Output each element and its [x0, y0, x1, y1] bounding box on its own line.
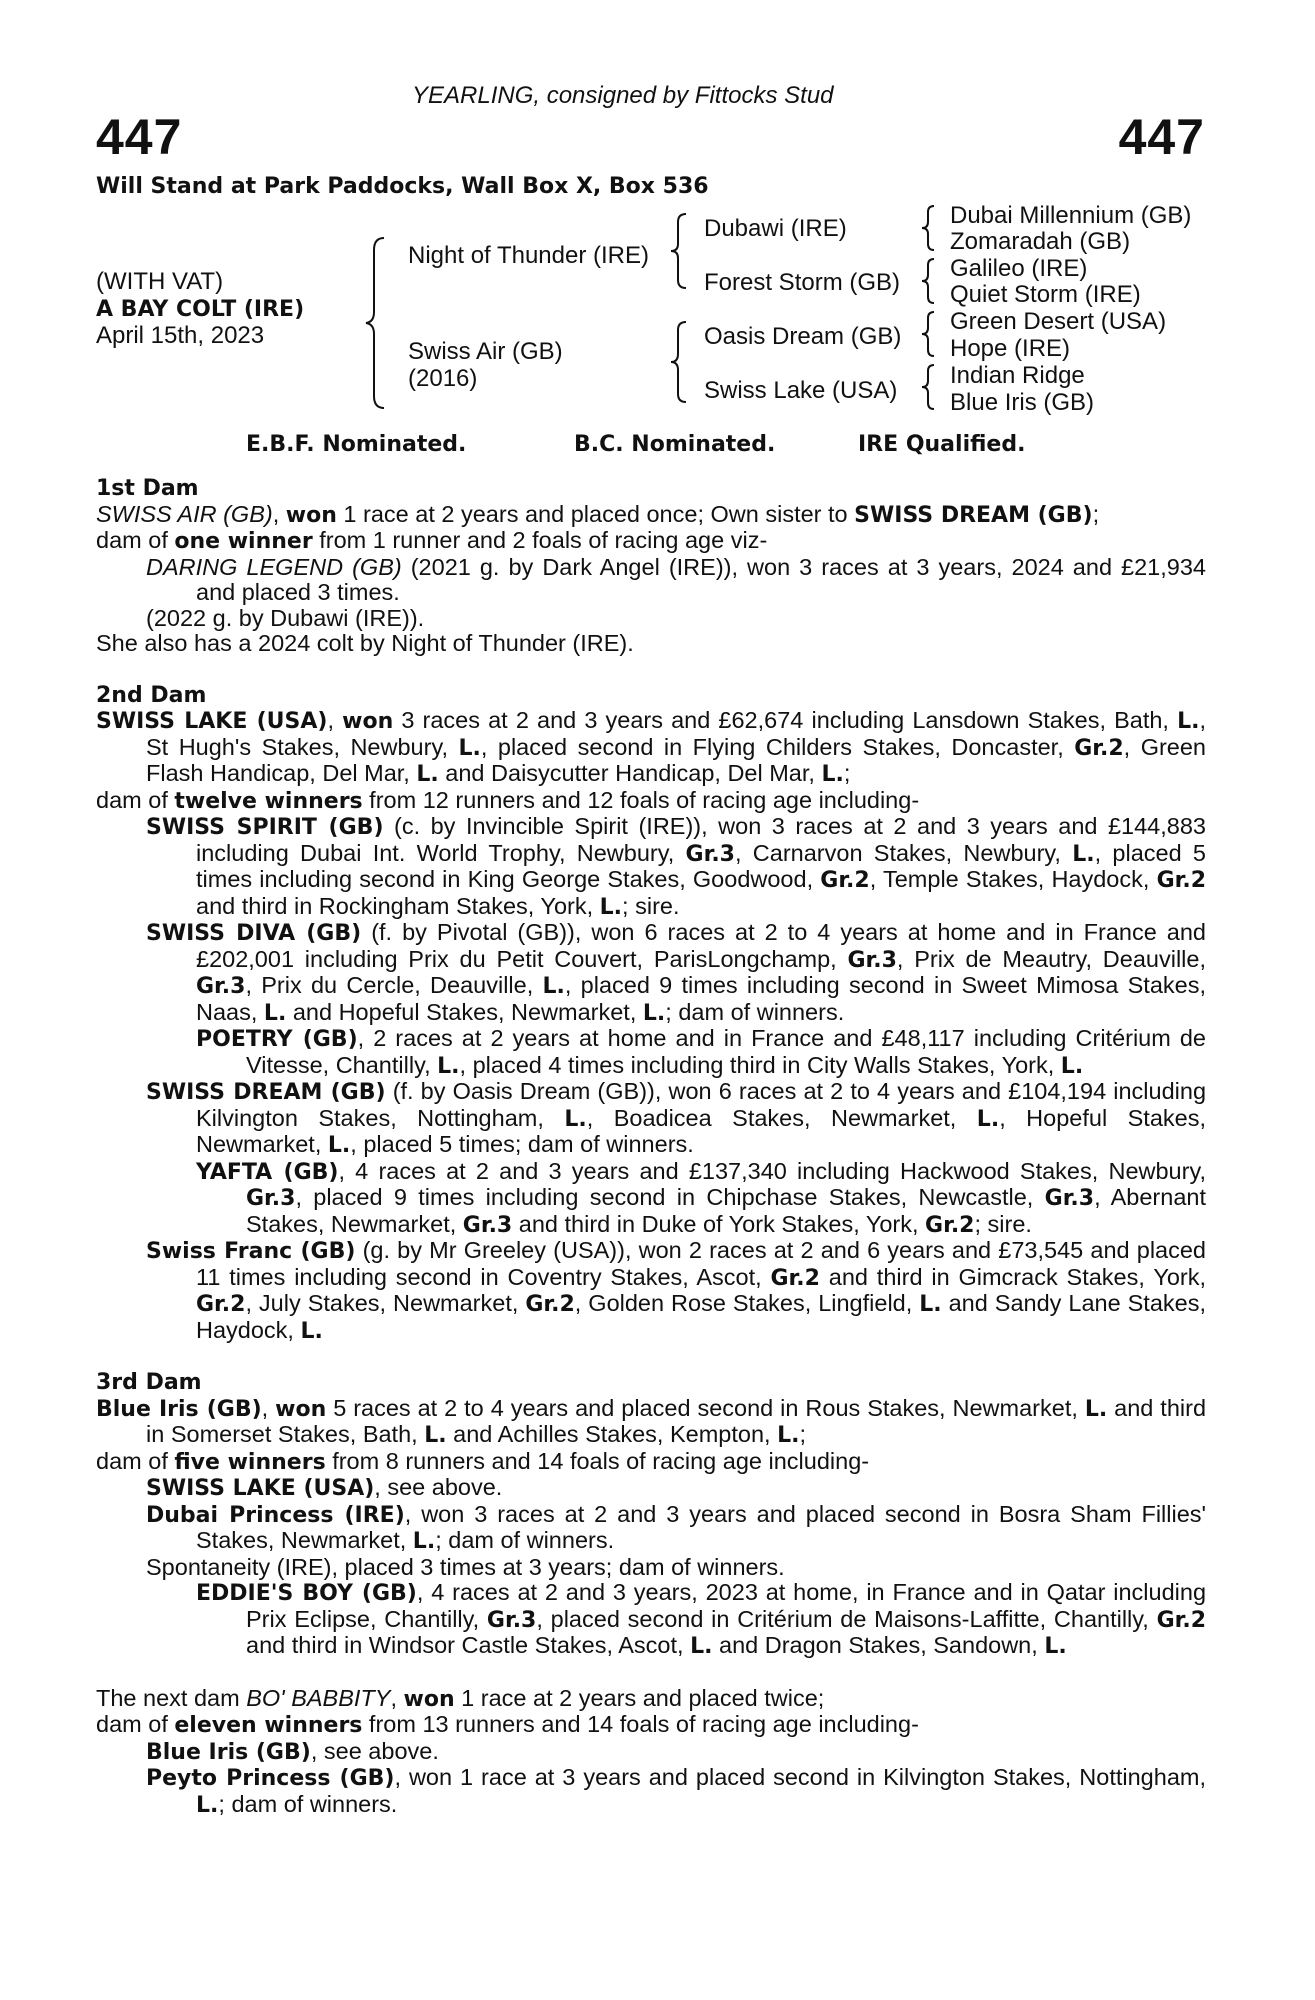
stand-line: Will Stand at Park Paddocks, Wall Box X, Box 536 — [96, 174, 709, 199]
horse-name: A BAY COLT (IRE) — [96, 297, 305, 322]
first-dam-text2: ; — [1092, 500, 1100, 527]
listed-mark: L. — [424, 1423, 447, 1448]
dam-of-label: dam of — [96, 1447, 175, 1474]
race-text: , Boadicea Stakes, Newmarket, — [586, 1104, 977, 1131]
race-text: , Temple Stakes, Haydock, — [869, 866, 1157, 892]
produce-name: SWISS LAKE (USA) — [146, 1476, 375, 1501]
produce-name: Dubai Princess (IRE) — [146, 1502, 405, 1528]
first-dam-name: SWISS AIR (GB) — [96, 500, 273, 527]
race-text: 5 races at 2 to 4 years and placed second in Rous Stakes, Newmarket, — [326, 1394, 1085, 1421]
produce-text: from 1 runner and 2 foals of racing age viz- — [312, 527, 768, 553]
produce-swiss-franc — [96, 1238, 1206, 1344]
third-dam-produce — [96, 1449, 1206, 1476]
pedigree-sire-brace — [666, 212, 692, 290]
grade-mark: Gr.2 — [196, 1292, 246, 1317]
bc-nomination: B.C. Nominated. — [574, 432, 776, 457]
first-dam-paragraph: SWISS AIR (GB), won 1 race at 2 years and placed once; Own sister to SWISS DREAM (GB); — [96, 500, 1100, 528]
first-dam-title: 1st Dam — [96, 476, 199, 501]
race-text: , placed 5 times; dam of winners. — [350, 1131, 694, 1157]
pedigree-dam-sire: Oasis Dream (GB) — [704, 323, 902, 350]
race-text: , St Hugh's Stakes, Newbury, — [146, 707, 1207, 760]
listed-mark: L. — [821, 762, 844, 787]
race-text: (g. by Mr Greeley (USA)), won 2 races at 2 and 6 years and £73,545 and placed 11 times including second in Coventry Stakes, Ascot, — [196, 1237, 1206, 1290]
race-text: , Prix du Cercle, Deauville, — [245, 972, 543, 998]
produce-name: SWISS DIVA (GB) — [146, 921, 362, 946]
produce-yafta — [96, 1159, 1206, 1239]
produce-name: SWISS DREAM (GB) — [146, 1080, 386, 1105]
second-dam-produce — [96, 788, 1206, 815]
race-text: ; sire. — [622, 892, 680, 919]
race-text: 3 races at 2 and 3 years and £62,674 including Lansdown Stakes, Bath, — [393, 707, 1178, 733]
race-text: , see above. — [374, 1474, 503, 1500]
foal-name: DARING LEGEND (GB) — [146, 553, 402, 580]
winners-count: five winners — [174, 1449, 326, 1475]
listed-mark: L. — [1044, 1634, 1067, 1659]
ire-qualified: IRE Qualified. — [858, 432, 1026, 457]
race-text: , Hopeful Stakes, Newmarket, — [196, 1104, 1206, 1157]
race-text: and third in Rockingham Stakes, York, — [196, 892, 600, 919]
race-text: (f. by Oasis Dream (GB)), won 6 races at 2 to 4 years and £104,194 including Kilvington Stakes, Nottingham, — [196, 1078, 1207, 1131]
pedigree-dds: Indian Ridge — [950, 362, 1085, 389]
grade-mark: Gr.3 — [1044, 1186, 1095, 1211]
produce-name: Blue Iris (GB) — [146, 1739, 311, 1765]
race-text: (f. by Pivotal (GB)), won 6 races at 2 to 4 years at home and in France and £202,001 including Prix du Petit Couvert, ParisLongchamp, — [196, 919, 1206, 972]
listed-mark: L. — [1072, 841, 1095, 867]
pedigree-dam-dam: Swiss Lake (USA) — [704, 377, 898, 404]
produce-swiss-dream — [96, 1079, 1206, 1159]
pedigree-brace-4 — [918, 363, 940, 411]
listed-mark: L. — [564, 1106, 587, 1132]
dam-of-label: dam of — [96, 527, 175, 553]
pedigree-dsd: Hope (IRE) — [950, 335, 1071, 362]
lot-number-right: 447 — [1118, 109, 1205, 165]
grade-mark: Gr.2 — [925, 1212, 975, 1238]
produce-name: EDDIE'S BOY (GB) — [196, 1581, 417, 1606]
race-text: , 4 races at 2 and 3 years and £137,340 including Hackwood Stakes, Newbury, — [338, 1157, 1206, 1184]
produce-swiss-diva — [96, 920, 1206, 1026]
listed-mark: L. — [327, 1133, 351, 1158]
grade-mark: Gr.2 — [820, 868, 870, 893]
produce-text: from 8 runners and 14 foals of racing age including- — [325, 1447, 870, 1474]
next-dam-produce — [96, 1712, 1206, 1739]
lot-number-left: 447 — [96, 109, 183, 165]
foal-2022: (2022 g. by Dubawi (IRE)). — [146, 604, 425, 631]
pedigree-sire-dam: Forest Storm (GB) — [704, 269, 901, 296]
produce-name: YAFTA (GB) — [196, 1159, 339, 1185]
produce-name: Peyto Princess (GB) — [146, 1766, 395, 1791]
race-text: and Hopeful Stakes, Newmarket, — [286, 998, 643, 1025]
won-label: won — [275, 1396, 327, 1422]
produce-dubai-princess — [96, 1502, 1206, 1555]
grade-mark: Gr.3 — [196, 974, 246, 999]
pedigree-sds: Galileo (IRE) — [950, 255, 1088, 282]
listed-mark: L. — [1084, 1396, 1108, 1422]
first-dam-also: She also has a 2024 colt by Night of Thunder (IRE). — [96, 630, 634, 656]
race-text: and third in Gimcrack Stakes, York, — [819, 1263, 1207, 1290]
produce-spontaneity: Spontaneity (IRE), placed 3 times at 3 years; dam of winners. — [146, 1553, 785, 1580]
race-text: , placed 9 times including second in Sweet Mimosa Stakes, Naas, — [196, 972, 1206, 1025]
third-dam-title: 3rd Dam — [96, 1370, 202, 1395]
pedigree-dam-line2: (2016) — [408, 365, 478, 392]
listed-mark: L. — [690, 1634, 713, 1659]
produce-blue-iris — [96, 1739, 1206, 1766]
winners-count: one winner — [174, 529, 313, 554]
race-text: and Sandy Lane Stakes, Haydock, — [196, 1290, 1206, 1343]
race-text: and Achilles Stakes, Kempton, — [446, 1421, 778, 1447]
listed-mark: L. — [458, 735, 481, 761]
listed-mark: L. — [300, 1318, 323, 1344]
second-dam-paragraph: SWISS LAKE (USA), won 3 races at 2 and 3 years and £62,674 including Lansdown Stakes, Bath, L., St Hugh's Stakes, Newbury, L., placed second in Flying Childers Stakes, Doncaster, Gr.2, Green Flash Handicap, Del Mar, L. and Daisycutter Handicap, Del Mar, L.; — [96, 707, 1207, 787]
grade-mark: Gr.2 — [770, 1265, 820, 1291]
third-dam-paragraph: Blue Iris (GB), won 5 races at 2 to 4 years and placed second in Rous Stakes, Newmarket, L. and third in Somerset Stakes, Bath, L. and Achilles Stakes, Kempton, L.; — [96, 1394, 1207, 1448]
pedigree-brace-1 — [918, 204, 940, 252]
race-text: , 4 races at 2 and 3 years, 2023 at home, in France and in Qatar including Prix Eclipse, Chantilly, — [246, 1579, 1207, 1632]
race-text: , placed 5 times including second in King George Stakes, Goodwood, — [196, 839, 1207, 892]
produce-poetry — [96, 1026, 1206, 1079]
race-text: , won 3 races at 2 and 3 years and placed second in Bosra Sham Fillies' Stakes, Newmarket, — [196, 1500, 1207, 1553]
produce-name: Swiss Franc (GB) — [146, 1239, 356, 1264]
race-text: , Golden Rose Stakes, Lingfield, — [574, 1290, 920, 1316]
race-text: , placed 9 times including second in Chipchase Stakes, Newcastle, — [295, 1184, 1045, 1210]
produce-swiss-spirit — [96, 814, 1206, 920]
produce-name: SWISS SPIRIT (GB) — [146, 815, 384, 840]
listed-mark: L. — [263, 1000, 287, 1026]
pedigree-ssd: Zomaradah (GB) — [950, 228, 1131, 255]
produce-name: POETRY (GB) — [196, 1027, 358, 1052]
race-text: , Carnarvon Stakes, Newbury, — [734, 839, 1073, 866]
first-dam-text: 1 race at 2 years and placed once; Own sister to — [336, 500, 855, 527]
race-text: 1 race at 2 years and placed twice; — [454, 1684, 825, 1711]
listed-mark: L. — [437, 1053, 460, 1079]
listed-mark: L. — [919, 1292, 942, 1317]
listed-mark: L. — [542, 974, 565, 999]
listed-mark: L. — [1060, 1053, 1084, 1079]
listed-mark: L. — [416, 762, 439, 787]
race-text: and Daisycutter Handicap, Del Mar, — [438, 760, 822, 786]
second-dam-title: 2nd Dam — [96, 682, 207, 708]
produce-eddies-boy — [96, 1580, 1206, 1660]
race-text: , won 1 race at 3 years and placed second in Kilvington Stakes, Nottingham, — [394, 1764, 1206, 1790]
race-text: , see above. — [310, 1737, 439, 1764]
race-text: , Green Flash Handicap, Del Mar, — [146, 733, 1207, 786]
listed-mark: L. — [1177, 709, 1200, 734]
listed-mark: L. — [642, 1000, 666, 1026]
next-dam-intro: The next dam — [96, 1684, 247, 1711]
pedigree-brace-3 — [918, 310, 940, 358]
winners-count: twelve winners — [174, 788, 363, 814]
won-label: won — [403, 1686, 455, 1712]
foal-text: (2021 g. by Dark Angel (IRE)), won 3 races at 3 years, 2024 and £21,934 and placed 3 times. — [196, 553, 1206, 605]
race-text: ; — [843, 760, 851, 786]
dam-of-label: dam of — [96, 786, 175, 813]
grade-mark: Gr.2 — [1074, 735, 1124, 761]
winners-count: eleven winners — [174, 1713, 363, 1738]
grade-mark: Gr.3 — [685, 841, 735, 867]
race-text: , 2 races at 2 years at home and in France and £48,117 including Critérium de Vitesse, Chantilly, — [246, 1025, 1207, 1078]
race-text: and third in Somerset Stakes, Bath, — [146, 1394, 1207, 1447]
race-text: ; dam of winners. — [435, 1527, 615, 1553]
next-dam-name: BO' BABBITY — [246, 1684, 391, 1711]
first-dam-produce — [96, 528, 1206, 555]
grade-mark: Gr.2 — [1156, 1607, 1206, 1633]
pedigree-ddd: Blue Iris (GB) — [950, 389, 1095, 416]
produce-text: from 12 runners and 12 foals of racing age including- — [362, 786, 920, 813]
race-text: and Dragon Stakes, Sandown, — [712, 1632, 1045, 1658]
race-text: , placed second in Flying Childers Stakes, Doncaster, — [480, 733, 1075, 760]
grade-mark: Gr.3 — [246, 1186, 296, 1211]
listed-mark: L. — [196, 1792, 219, 1818]
race-text: (c. by Invincible Spirit (IRE)), won 3 races at 2 and 3 years and £144,883 including Dubai Int. World Trophy, Newbury, — [196, 813, 1206, 866]
consignor-line: YEARLING, consigned by Fittocks Stud — [412, 82, 834, 109]
pedigree-sire: Night of Thunder (IRE) — [408, 242, 649, 269]
catalogue-body — [96, 476, 1206, 1818]
pedigree-sss: Dubai Millennium (GB) — [950, 202, 1192, 229]
listed-mark: L. — [412, 1529, 436, 1554]
dam-of-label: dam of — [96, 1711, 175, 1737]
pedigree-dam-line1: Swiss Air (GB) — [408, 338, 563, 365]
pedigree-dam-brace — [666, 320, 692, 404]
pedigree-main-brace — [360, 236, 390, 410]
third-dam-name: Blue Iris (GB) — [96, 1396, 262, 1422]
race-text: and third in Windsor Castle Stakes, Ascot, — [246, 1632, 691, 1658]
foaling-date: April 15th, 2023 — [96, 322, 265, 349]
grade-mark: Gr.2 — [1156, 868, 1206, 893]
second-dam-name: SWISS LAKE (USA) — [96, 709, 328, 734]
own-sister-name: SWISS DREAM (GB) — [854, 502, 1093, 528]
ebf-nomination: E.B.F. Nominated. — [246, 432, 467, 457]
won-label: won — [342, 709, 394, 734]
listed-mark: L. — [976, 1106, 1000, 1132]
grade-mark: Gr.3 — [847, 947, 897, 973]
pedigree-brace-2 — [918, 257, 940, 305]
race-text: , placed 4 times including third in City Walls Stakes, York, — [459, 1051, 1061, 1078]
pedigree-sire-sire: Dubawi (IRE) — [704, 215, 847, 242]
listed-mark: L. — [777, 1423, 800, 1448]
race-text: , placed second in Critérium de Maisons-Laffitte, Chantilly, — [536, 1605, 1157, 1632]
produce-swiss-lake — [96, 1475, 1206, 1502]
produce-text: from 13 runners and 14 foals of racing age including- — [362, 1711, 919, 1737]
separator: , — [390, 1684, 404, 1711]
listed-mark: L. — [599, 894, 623, 920]
race-text: , July Stakes, Newmarket, — [245, 1290, 526, 1316]
race-text: , Abernant Stakes, Newmarket, — [246, 1184, 1206, 1237]
race-text: ; dam of winners. — [665, 998, 845, 1025]
grade-mark: Gr.3 — [462, 1212, 513, 1238]
race-text: , Prix de Meautry, Deauville, — [896, 945, 1206, 972]
won-label: won — [285, 502, 337, 528]
race-text: ; sire. — [974, 1210, 1032, 1237]
race-text: and third in Duke of York Stakes, York, — [512, 1210, 926, 1237]
race-text: ; dam of winners. — [218, 1790, 398, 1817]
grade-mark: Gr.2 — [525, 1292, 575, 1317]
produce-peyto-princess — [96, 1765, 1206, 1818]
pedigree-dss: Green Desert (USA) — [950, 308, 1167, 335]
pedigree-sdd: Quiet Storm (IRE) — [950, 281, 1141, 308]
grade-mark: Gr.3 — [486, 1607, 537, 1633]
race-text: ; — [799, 1421, 807, 1447]
foal-daring-legend — [96, 555, 1206, 606]
vat-label: (WITH VAT) — [96, 268, 224, 295]
next-dam-paragraph — [96, 1686, 1206, 1713]
